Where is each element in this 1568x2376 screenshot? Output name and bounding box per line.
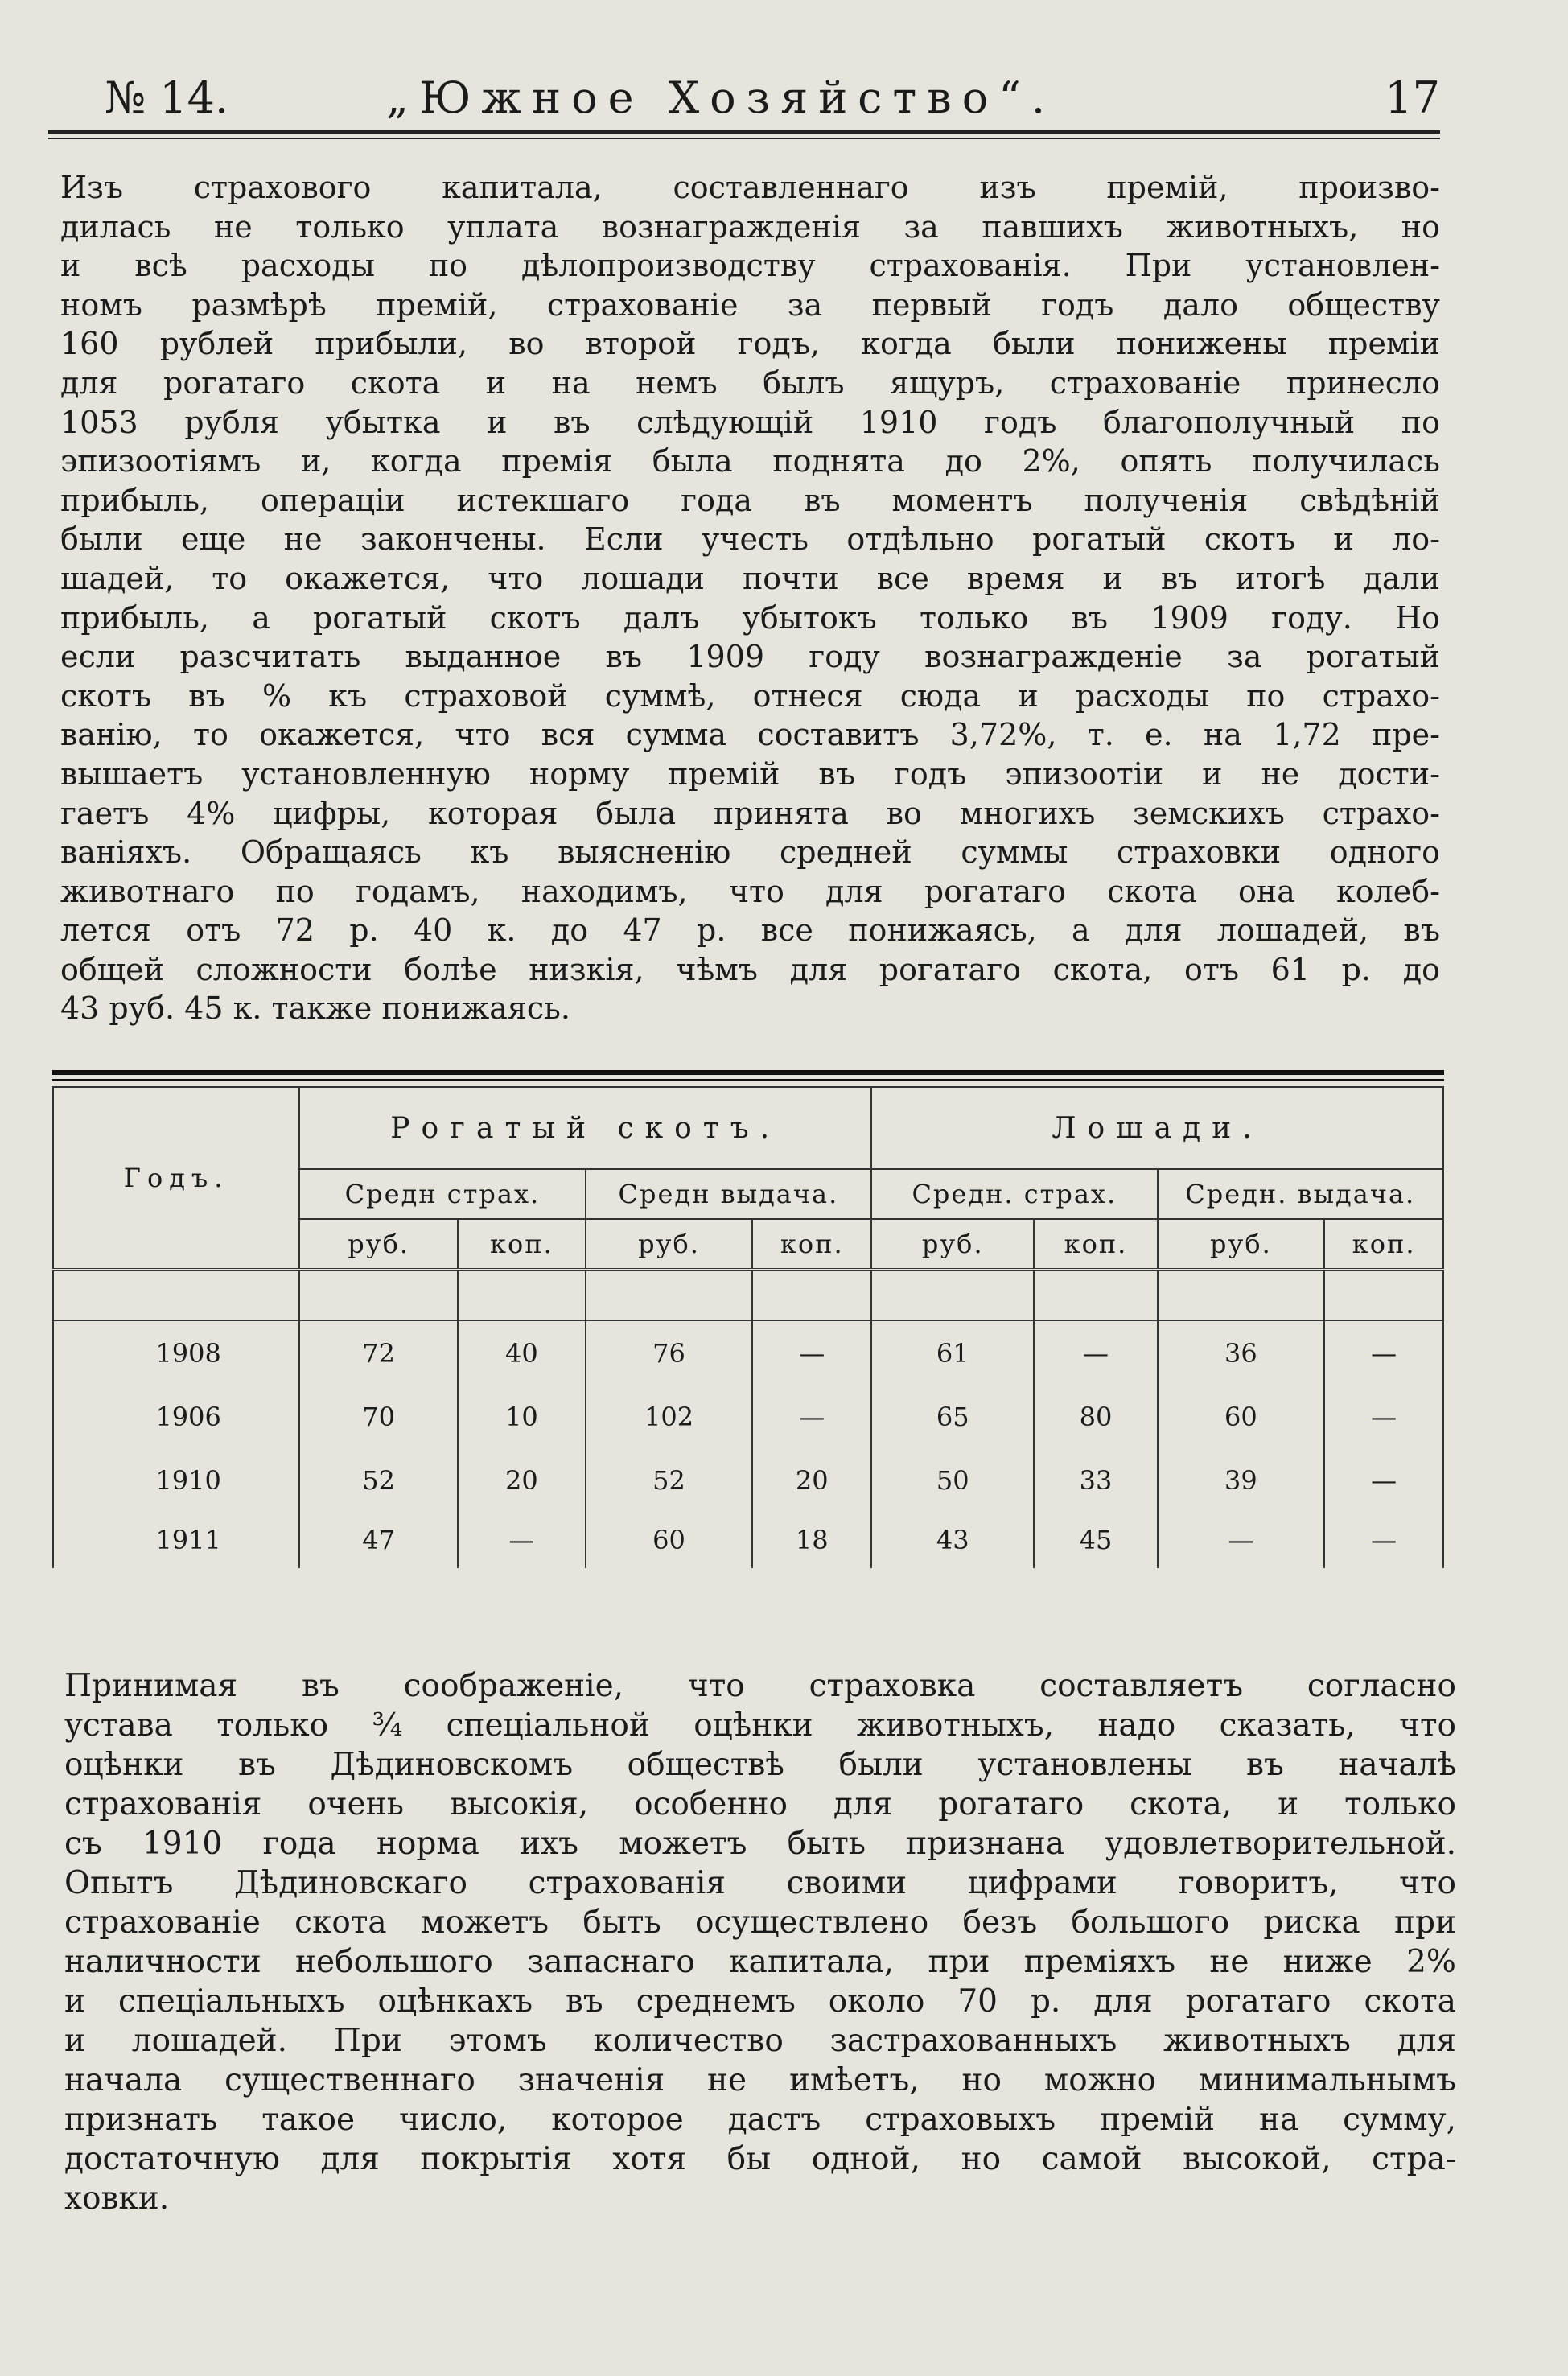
paragraph-line: 1053 рубля убытка и въ слѣдующій 1910 годъ благополучный по	[60, 404, 1440, 440]
value-cell: 20	[458, 1448, 586, 1512]
unit-header: коп.	[1034, 1219, 1157, 1270]
paragraph-line: прибыль, а рогатый скотъ далъ убытокъ только въ 1909 году. Но	[60, 599, 1440, 636]
value-cell: 39	[1158, 1448, 1325, 1512]
paragraph-line: начала существеннаго значенія не имѣетъ, но можно минимальнымъ	[64, 2062, 1456, 2098]
paragraph-line: если разсчитать выданное въ 1909 году вознагражденіе за рогатый	[60, 639, 1440, 675]
value-cell: 45	[1034, 1512, 1157, 1568]
value-cell: —	[1324, 1512, 1443, 1568]
page-number: 17	[1385, 72, 1440, 123]
insurance-statistics-table	[52, 1086, 1444, 1568]
spacer-cell	[752, 1270, 871, 1320]
value-cell: —	[458, 1512, 586, 1568]
paragraph-line: прибыль, операціи истекшаго года въ моментъ полученія свѣдѣній	[60, 482, 1440, 518]
value-cell: —	[1034, 1320, 1157, 1385]
value-cell: 72	[299, 1320, 458, 1385]
paragraph-line: и всѣ расходы по дѣлопроизводству страхованія. При установлен-	[60, 248, 1440, 284]
value-cell: 52	[586, 1448, 753, 1512]
table-top-rule	[52, 1070, 1444, 1075]
unit-header: руб.	[871, 1219, 1034, 1270]
year-cell: 1908	[53, 1320, 299, 1385]
paragraph-line: наличности небольшого запаснаго капитала, при преміяхъ не ниже 2%	[64, 1944, 1456, 1980]
paragraph-line: страхованія очень высокія, особенно для рогатаго скота, и только	[64, 1786, 1456, 1822]
paragraph-line: общей сложности болѣе низкія, чѣмъ для рогатаго скота, отъ 61 р. до	[60, 951, 1440, 987]
value-cell: 70	[299, 1385, 458, 1448]
value-cell: 80	[1034, 1385, 1157, 1448]
value-cell: 47	[299, 1512, 458, 1568]
unit-header: коп.	[458, 1219, 586, 1270]
value-cell: 20	[752, 1448, 871, 1512]
spacer-cell	[586, 1270, 753, 1320]
paragraph-line: оцѣнки въ Дѣдиновскомъ обществѣ были установлены въ началѣ	[64, 1747, 1456, 1783]
value-cell: 65	[871, 1385, 1034, 1448]
paragraph-line: Изъ страхового капитала, составленнаго изъ премій, произво-	[60, 170, 1440, 205]
table-row	[53, 1320, 1443, 1385]
spacer-cell	[1158, 1270, 1325, 1320]
journal-title: „Южное Хозяйство“.	[386, 72, 1056, 123]
spacer-cell	[299, 1270, 458, 1320]
table-row	[53, 1448, 1443, 1512]
table-body	[53, 1270, 1443, 1568]
paragraph-line: Принимая въ соображеніе, что страховка составляетъ согласно	[64, 1668, 1456, 1704]
value-cell: —	[1324, 1385, 1443, 1448]
table-spacer-row	[53, 1270, 1443, 1320]
unit-header: коп.	[1324, 1219, 1443, 1270]
paragraph-line: признать такое число, которое дастъ страховыхъ премій на сумму,	[64, 2102, 1456, 2138]
paragraph-line: страхованіе скота можетъ быть осуществлено безъ большого риска при	[64, 1905, 1456, 1941]
paragraph-line: ванію, то окажется, что вся сумма составитъ 3,72%, т. е. на 1,72 пре-	[60, 717, 1440, 753]
year-cell: 1911	[53, 1512, 299, 1568]
paragraph-line: эпизоотіямъ и, когда премія была поднята до 2%, опять получилась	[60, 443, 1440, 480]
spacer-cell	[1324, 1270, 1443, 1320]
value-cell: 10	[458, 1385, 586, 1448]
page-header	[56, 66, 1440, 130]
paragraph-insurance-capital	[60, 168, 1440, 1028]
unit-header: коп.	[752, 1219, 871, 1270]
paragraph-line: лется отъ 72 р. 40 к. до 47 р. все понижаясь, а для лошадей, въ	[60, 912, 1440, 949]
value-cell: —	[1324, 1448, 1443, 1512]
paragraph-line: для рогатаго скота и на немъ былъ ящуръ, страхованіе принесло	[60, 364, 1440, 401]
paragraph-line: шадей, то окажется, что лошади почти все время и въ итогѣ дали	[60, 560, 1440, 596]
spacer-cell	[458, 1270, 586, 1320]
paragraph-line: достаточную для покрытія хотя бы одной, но самой высокой, стра-	[64, 2141, 1456, 2177]
value-cell: 76	[586, 1320, 753, 1385]
paragraph-line: 160 рублей прибыли, во второй годъ, когда были понижены преміи	[60, 326, 1440, 362]
spacer-cell	[53, 1270, 299, 1320]
value-cell: 52	[299, 1448, 458, 1512]
value-cell: —	[1324, 1320, 1443, 1385]
value-cell: 43	[871, 1512, 1034, 1568]
horses-avg-payout-header: Средн. выдача.	[1158, 1169, 1444, 1219]
spacer-cell	[871, 1270, 1034, 1320]
unit-header: руб.	[586, 1219, 753, 1270]
paragraph-line: съ 1910 года норма ихъ можетъ быть признана удовлетворительной.	[64, 1826, 1456, 1862]
value-cell: 60	[1158, 1385, 1325, 1448]
value-cell: 61	[871, 1320, 1034, 1385]
year-column-header: Годъ.	[53, 1087, 299, 1270]
cattle-avg-payout-header: Средн выдача.	[586, 1169, 871, 1219]
value-cell: 50	[871, 1448, 1034, 1512]
paragraph-line: гаетъ 4% цифры, которая была принята во многихъ земскихъ страхо-	[60, 795, 1440, 831]
spacer-cell	[1034, 1270, 1157, 1320]
paragraph-line: ваніяхъ. Обращаясь къ выясненію средней суммы страховки одного	[60, 834, 1440, 871]
table-row	[53, 1385, 1443, 1448]
year-cell: 1906	[53, 1385, 299, 1448]
value-cell: 60	[586, 1512, 753, 1568]
year-cell: 1910	[53, 1448, 299, 1512]
value-cell: 36	[1158, 1320, 1325, 1385]
table-top-rule-thin	[52, 1079, 1444, 1081]
horses-avg-insured-header: Средн. страх.	[871, 1169, 1157, 1219]
paragraph-line: и лошадей. При этомъ количество застрахованныхъ животныхъ для	[64, 2023, 1456, 2059]
value-cell: 102	[586, 1385, 753, 1448]
unit-header: руб.	[1158, 1219, 1325, 1270]
paragraph-line: были еще не закончены. Если учесть отдѣльно рогатый скотъ и ло-	[60, 521, 1440, 558]
cattle-avg-insured-header: Средн страх.	[299, 1169, 585, 1219]
value-cell: —	[1158, 1512, 1325, 1568]
header-rule	[48, 130, 1440, 134]
paragraph-line: скотъ въ % къ страховой суммѣ, отнеся сюда и расходы по страхо-	[60, 677, 1440, 714]
paragraph-line: Опытъ Дѣдиновскаго страхованія своими цифрами говоритъ, что	[64, 1865, 1456, 1901]
header-rule-thin	[48, 138, 1440, 139]
paragraph-line: вышаетъ установленную норму премій въ годъ эпизоотіи и не дости-	[60, 756, 1440, 792]
horses-group-header: Лошади.	[871, 1087, 1443, 1169]
paragraph-line: 43 руб. 45 к. также понижаясь.	[60, 990, 570, 1027]
value-cell: —	[752, 1320, 871, 1385]
table-row	[53, 1512, 1443, 1568]
cattle-group-header: Рогатый скотъ.	[299, 1087, 871, 1169]
paragraph-line: номъ размѣрѣ премій, страхованіе за первый годъ дало обществу	[60, 286, 1440, 323]
paragraph-line: устава только ¾ спеціальной оцѣнки животныхъ, надо сказать, что	[64, 1707, 1456, 1744]
unit-header: руб.	[299, 1219, 458, 1270]
paragraph-line: животнаго по годамъ, находимъ, что для рогатаго скота она колеб-	[60, 873, 1440, 909]
issue-number: № 14.	[105, 72, 229, 123]
value-cell: —	[752, 1385, 871, 1448]
value-cell: 40	[458, 1320, 586, 1385]
value-cell: 18	[752, 1512, 871, 1568]
paragraph-line: и спеціальныхъ оцѣнкахъ въ среднемъ около 70 р. для рогатаго скота	[64, 1983, 1456, 2020]
value-cell: 33	[1034, 1448, 1157, 1512]
paragraph-line: ховки.	[64, 2180, 170, 2217]
paragraph-conclusion	[64, 1666, 1456, 2218]
paragraph-line: дилась не только уплата вознагражденія за павшихъ животныхъ, но	[60, 208, 1440, 245]
